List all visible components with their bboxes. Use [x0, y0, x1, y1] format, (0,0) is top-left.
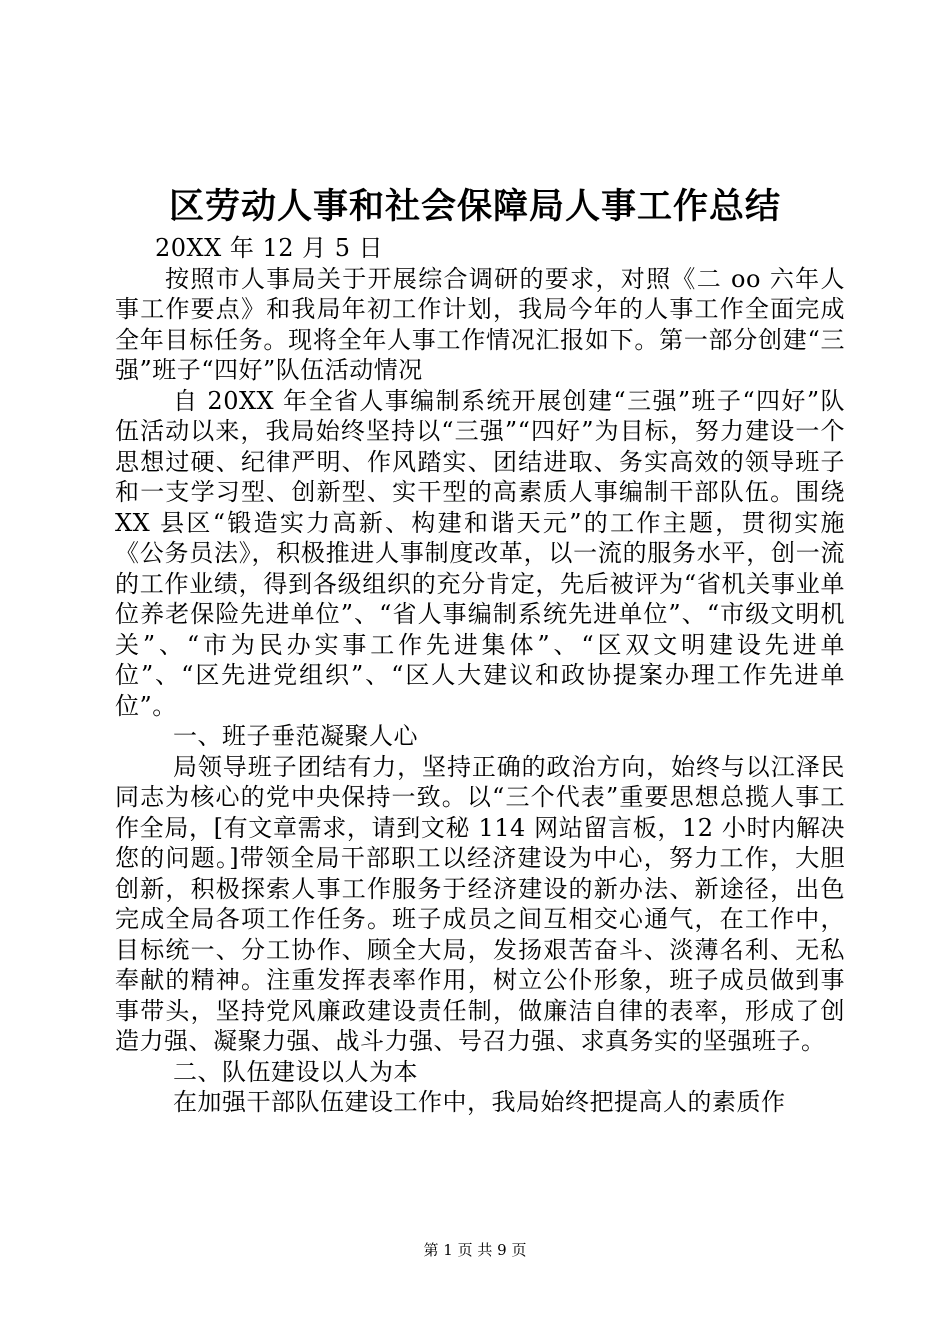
- section-heading-team: 二、队伍建设以人为本: [173, 1057, 418, 1086]
- document-title: 区劳动人事和社会保障局人事工作总结: [168, 186, 781, 227]
- paragraph-intro: 按照市人事局关于开展综合调研的要求，对照《二 oo 六年人事工作要点》和我局年初工作计划，我局今年的人事工作全面完成全年目标任务。现将全年人事工作情况汇报如下。第一部分创建“三强”班子“四好”队伍活动情况: [115, 264, 845, 384]
- section-heading-leadership: 一、班子垂范凝聚人心: [173, 722, 418, 750]
- document-date: 20XX 年 12 月 5 日: [155, 234, 384, 262]
- paragraph-activity: 自 20XX 年全省人事编制系统开展创建“三强”班子“四好”队伍活动以来，我局始终坚持以“三强”“四好”为目标，努力建设一个思想过硬、纪律严明、作风踏实、团结进取、务实高效的领导班子和一支学习型、创新型、实干型的高素质人事编制干部队伍。围绕 XX 县区“锻造实力高新、构建和谐天元”的工作主题，贯彻实施《公务员法》，积极推进人事制度改革，以一流的服务水平，创一流的工作业绩，得到各级组织的充分肯定，先后被评为“省机关事业单位养老保险先进单位”、“省人事编制系统先进单位”、“市级文明机关”、“市为民办实事工作先进集体”、“区双文明建设先进单位”、“区先进党组织”、“区人大建议和政协提案办理工作先进单位”。: [115, 386, 845, 720]
- document-body: [115, 233, 845, 1118]
- paragraph-team: 在加强干部队伍建设工作中，我局始终把提高人的素质作: [173, 1088, 786, 1116]
- paragraph-leadership: 局领导班子团结有力，坚持正确的政治方向，始终与以江泽民同志为核心的党中央保持一致。以“三个代表”重要思想总揽人事工作全局，[有文章需求，请到文秘 114 网站留言板，12 小时内解决您的问题。]带领全局干部职工以经济建设为中心，努力工作，大胆创新，积极探索人事工作服务于经济建设的新办法、新途径，出色完成全局各项工作任务。班子成员之间互相交心通气，在工作中，目标统一、分工协作、顾全大局，发扬艰苦奋斗、淡薄名利、无私奉献的精神。注重发挥表率作用，树立公仆形象，班子成员做到事事带头，坚持党风廉政建设责任制，做廉洁自律的表率，形成了创造力强、凝聚力强、战斗力强、号召力强、求真务实的坚强班子。: [115, 752, 845, 1055]
- page-footer: 第 1 页 共 9 页: [423, 1241, 527, 1259]
